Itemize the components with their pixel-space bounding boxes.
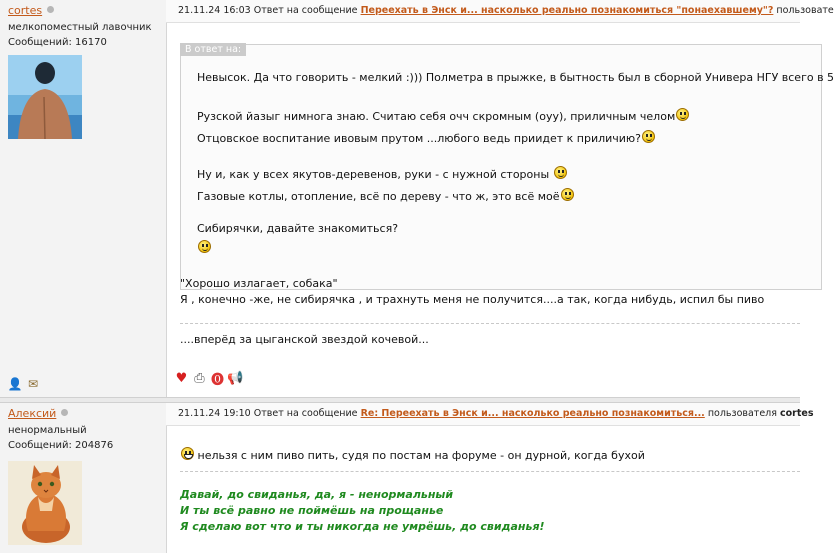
user-panel xyxy=(0,403,167,553)
avatar[interactable] xyxy=(8,55,82,139)
signature-text: ....вперёд за цыганской звездой кочевой... xyxy=(180,333,429,346)
signature-line: Я сделаю вот что и ты никогда не умрёшь, до свиданья! xyxy=(180,520,545,533)
username-text[interactable]: Алексий xyxy=(8,407,57,420)
signature-divider xyxy=(180,471,800,472)
quote-text: Газовые котлы, отопление, всё по дереву - что ж, это всё моё xyxy=(197,190,560,203)
reply-prefix: Ответ на сообщение xyxy=(253,5,358,16)
print-icon[interactable]: ⎙ xyxy=(194,371,205,386)
quote-line xyxy=(197,240,211,255)
quote-label: В ответ на: xyxy=(180,43,246,56)
grin-smiley-icon xyxy=(181,447,194,460)
quote-line: Невысок. Да что говорить - мелкий :))) Полметра в прыжке, в бытность был в сборной Универа НГУ всего в 5 xyxy=(197,71,834,84)
smiley-icon xyxy=(676,108,689,121)
post-content xyxy=(166,426,800,553)
user-rank: ненормальный xyxy=(8,425,87,436)
topic-link[interactable]: Переехать в Энск и... насколько реально познакомиться "понаехавшему"? xyxy=(360,5,774,16)
signature-line: И ты всё равно не поймёшь на прощанье xyxy=(180,504,444,517)
post-content xyxy=(166,23,834,397)
quote-block xyxy=(180,44,834,290)
post-text: "Хорошо излагает, собака" xyxy=(180,277,338,290)
user-prefix: пользователя xyxy=(707,408,777,419)
post-header xyxy=(166,403,814,426)
replied-user[interactable]: cortes xyxy=(780,408,814,419)
smiley-icon xyxy=(198,240,211,253)
quote-line xyxy=(197,166,567,181)
post-datetime: 21.11.24 19:10 xyxy=(178,408,251,419)
avatar[interactable] xyxy=(8,461,82,545)
user-panel xyxy=(0,0,167,397)
quote-line: Сибирячки, давайте знакомиться? xyxy=(197,222,399,235)
smiley-icon xyxy=(642,130,655,143)
megaphone-icon[interactable]: 📢 xyxy=(227,371,244,386)
post-actions xyxy=(174,371,243,386)
offline-status-icon xyxy=(61,409,68,416)
message-count: Сообщений: 16170 xyxy=(8,37,107,48)
avatar-image xyxy=(8,461,82,545)
quote-text: Отцовское воспитание ивовым прутом ...любого ведь приидет к приличию? xyxy=(197,132,642,145)
quote-text: Ну и, как у всех якутов-деревенов, руки - с нужной стороны xyxy=(197,168,550,181)
avatar-image xyxy=(8,55,82,139)
forum-post xyxy=(0,403,814,553)
username-link[interactable] xyxy=(8,4,54,17)
user-rank: мелкопоместный лавочник xyxy=(8,22,152,33)
user-profile-icon[interactable]: 👤 xyxy=(7,377,23,391)
username-link[interactable] xyxy=(8,407,68,420)
quote-line xyxy=(197,108,689,123)
user-icons xyxy=(8,377,40,391)
post-text: Я , конечно -же, не сибирячка , и трахнуть меня не получится....а так, когда нибудь, испил бы пиво xyxy=(180,293,765,306)
smiley-icon xyxy=(561,188,574,201)
post-text xyxy=(180,447,645,462)
heart-icon[interactable]: ♥ xyxy=(175,371,188,386)
smiley-icon xyxy=(554,166,567,179)
post-header xyxy=(166,0,834,23)
post-datetime: 21.11.24 16:03 xyxy=(178,5,251,16)
quote-line xyxy=(197,188,574,203)
reply-prefix: Ответ на сообщение xyxy=(253,408,358,419)
offline-status-icon xyxy=(47,6,54,13)
topic-link[interactable]: Re: Переехать в Энск и... насколько реально познакомиться... xyxy=(360,408,705,419)
signature-line: Давай, до свиданья, да, я - ненормальный xyxy=(180,488,454,501)
signature-divider xyxy=(180,323,800,324)
alert-icon[interactable]: ⓿ xyxy=(210,373,224,388)
post-text-content: нельзя с ним пиво пить, судя по постам на форуме - он дурной, когда бухой xyxy=(197,449,645,462)
quote-line xyxy=(197,130,655,145)
mail-icon[interactable]: ✉ xyxy=(27,377,39,391)
header-suffix: пользовате xyxy=(776,5,834,16)
username-text[interactable]: cortes xyxy=(8,4,43,17)
quote-text: Рузской йазыг нимнога знаю. Считаю себя очч скромным (оуу), приличным челом xyxy=(197,110,676,123)
message-count: Сообщений: 204876 xyxy=(8,440,114,451)
